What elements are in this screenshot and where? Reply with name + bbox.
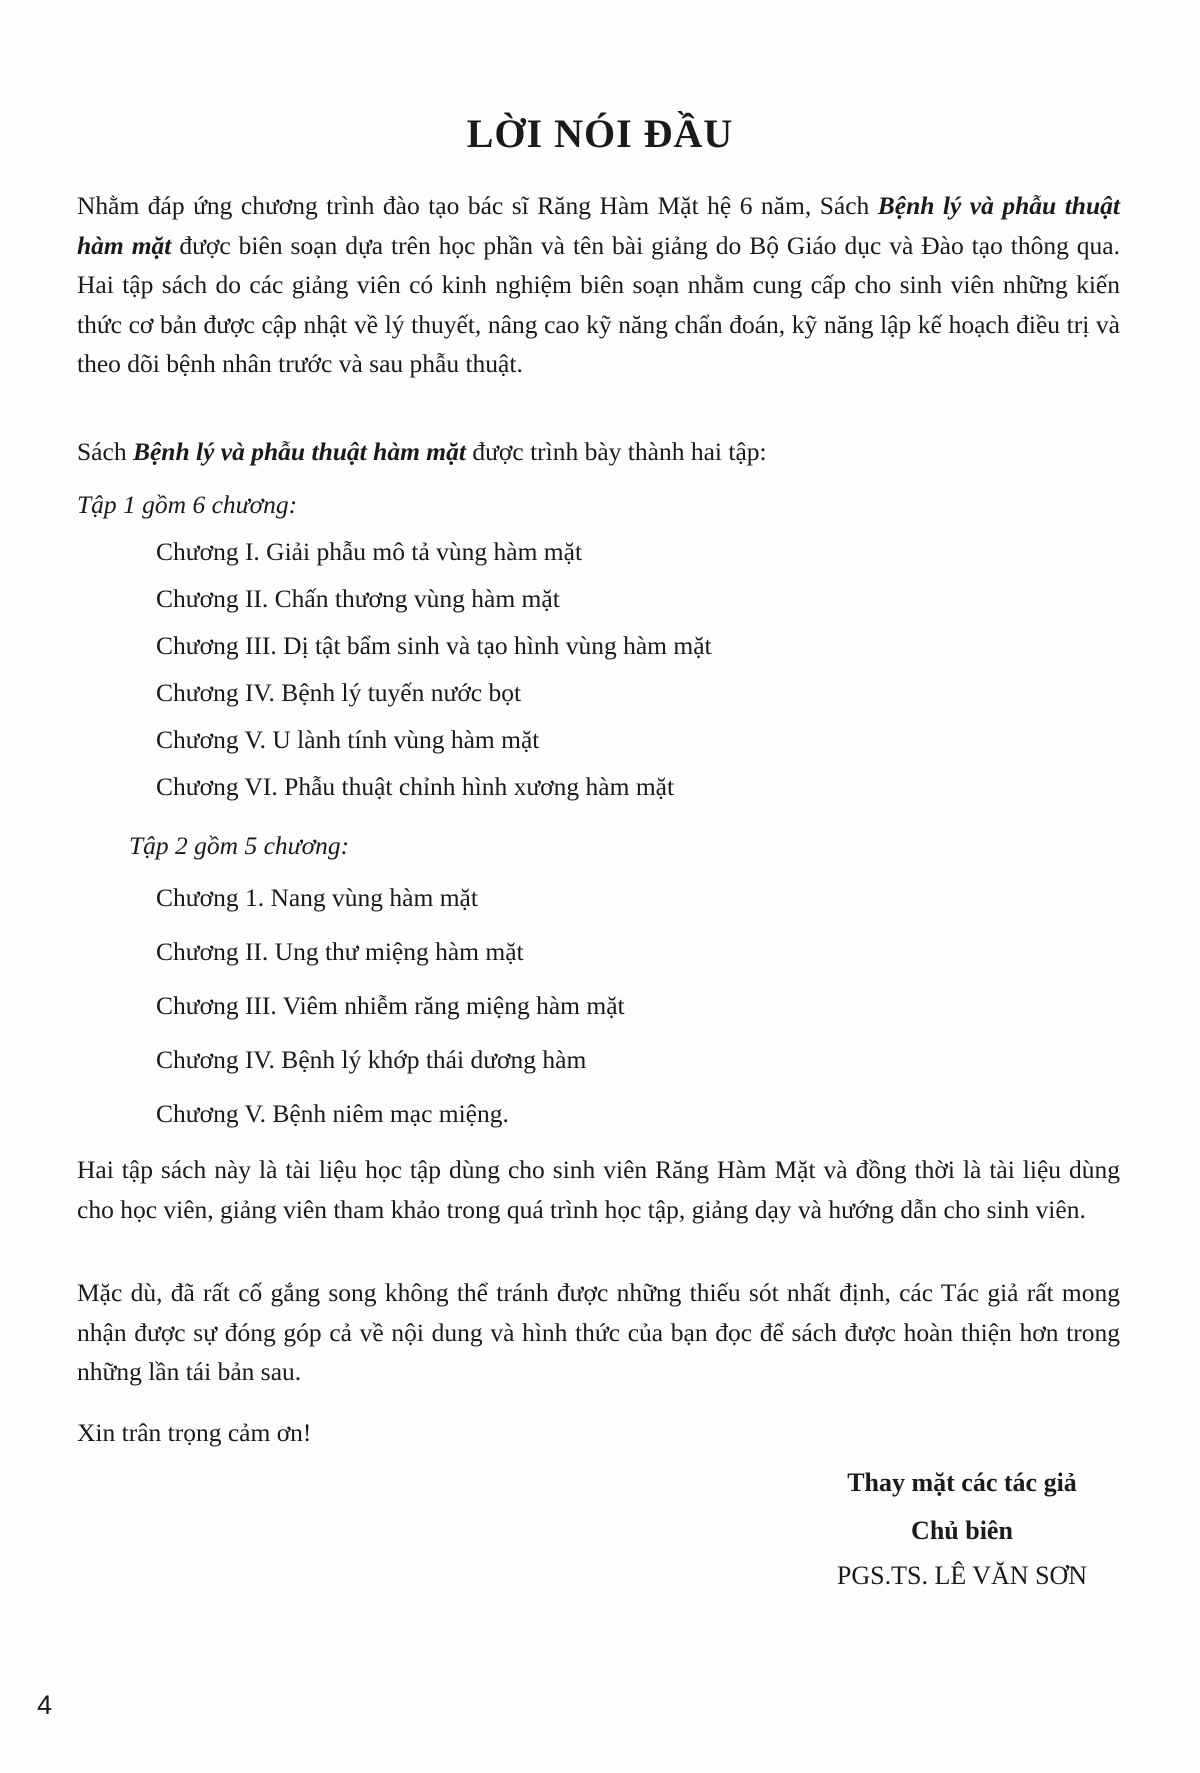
usage-paragraph: Hai tập sách này là tài liệu học tập dùng cho sinh viên Răng Hàm Mặt và đồng thời là tài liệu dùng cho học viên, giảng viên tham khảo trong quá trình học tập, giảng dạy và hướng dẫn cho sinh viên. <box>77 1155 1120 1224</box>
structure-text-before: Sách <box>77 437 133 466</box>
page-title: LỜI NÓI ĐẦU <box>466 111 734 156</box>
volume2-chapter: Chương II. Ung thư miệng hàm mặt <box>156 937 524 966</box>
volume2-chapter: Chương 1. Nang vùng hàm mặt <box>156 883 478 912</box>
signature-author: PGS.TS. LÊ VĂN SƠN <box>836 1561 1088 1590</box>
page-number: 4 <box>37 1690 53 1720</box>
structure-text-after: được trình bày thành hai tập: <box>465 437 767 466</box>
signature-role: Chủ biên <box>911 1516 1013 1545</box>
feedback-paragraph: Mặc dù, đã rất cố gắng song không thể tránh được những thiếu sót nhất định, các Tác giả rất mong nhận được sự đóng góp cả về nội dung và hình thức của bạn đọc để sách được hoàn thiện hơn trong những lần tái bản sau. <box>77 1278 1120 1386</box>
volume1-chapter: Chương VI. Phẫu thuật chỉnh hình xương hàm mặt <box>156 772 675 801</box>
structure-paragraph <box>77 432 1120 472</box>
thanks-paragraph: Xin trân trọng cảm ơn! <box>77 1418 312 1447</box>
volume1-chapter: Chương III. Dị tật bẩm sinh và tạo hình vùng hàm mặt <box>156 631 712 660</box>
volume1-chapter: Chương II. Chấn thương vùng hàm mặt <box>156 584 560 613</box>
signature-on-behalf: Thay mặt các tác giả <box>847 1468 1077 1497</box>
volume2-heading: Tập 2 gồm 5 chương: <box>129 831 350 860</box>
volume2-chapter: Chương IV. Bệnh lý khớp thái dương hàm <box>156 1045 587 1074</box>
structure-book-title: Bệnh lý và phẫu thuật hàm mặt <box>132 437 466 466</box>
volume2-chapter: Chương V. Bệnh niêm mạc miệng. <box>156 1099 509 1128</box>
volume1-chapter: Chương IV. Bệnh lý tuyến nước bọt <box>156 678 522 707</box>
intro-text-before: Nhằm đáp ứng chương trình đào tạo bác sĩ Răng Hàm Mặt hệ 6 năm, Sách <box>77 191 878 220</box>
volume2-chapter: Chương III. Viêm nhiễm răng miệng hàm mặt <box>156 991 625 1020</box>
intro-paragraph <box>77 186 1120 384</box>
intro-text-after: được biên soạn dựa trên học phần và tên bài giảng do Bộ Giáo dục và Đào tạo thông qua. Hai tập sách do các giảng viên có kinh nghiệm biên soạn nhằm cung cấp cho sinh viên những kiến thức cơ bản được cập nhật về lý thuyết, nâng cao kỹ năng chẩn đoán, kỹ năng lập kế hoạch điều trị và theo dõi bệnh nhân trước và sau phẫu thuật. <box>77 230 1120 378</box>
intro-book-title: Bệnh lý và phẫu thuật hàm mặt <box>77 191 1120 260</box>
volume1-chapter: Chương I. Giải phẫu mô tả vùng hàm mặt <box>156 537 583 566</box>
volume1-heading: Tập 1 gồm 6 chương: <box>77 490 298 519</box>
volume1-chapter: Chương V. U lành tính vùng hàm mặt <box>156 725 540 754</box>
